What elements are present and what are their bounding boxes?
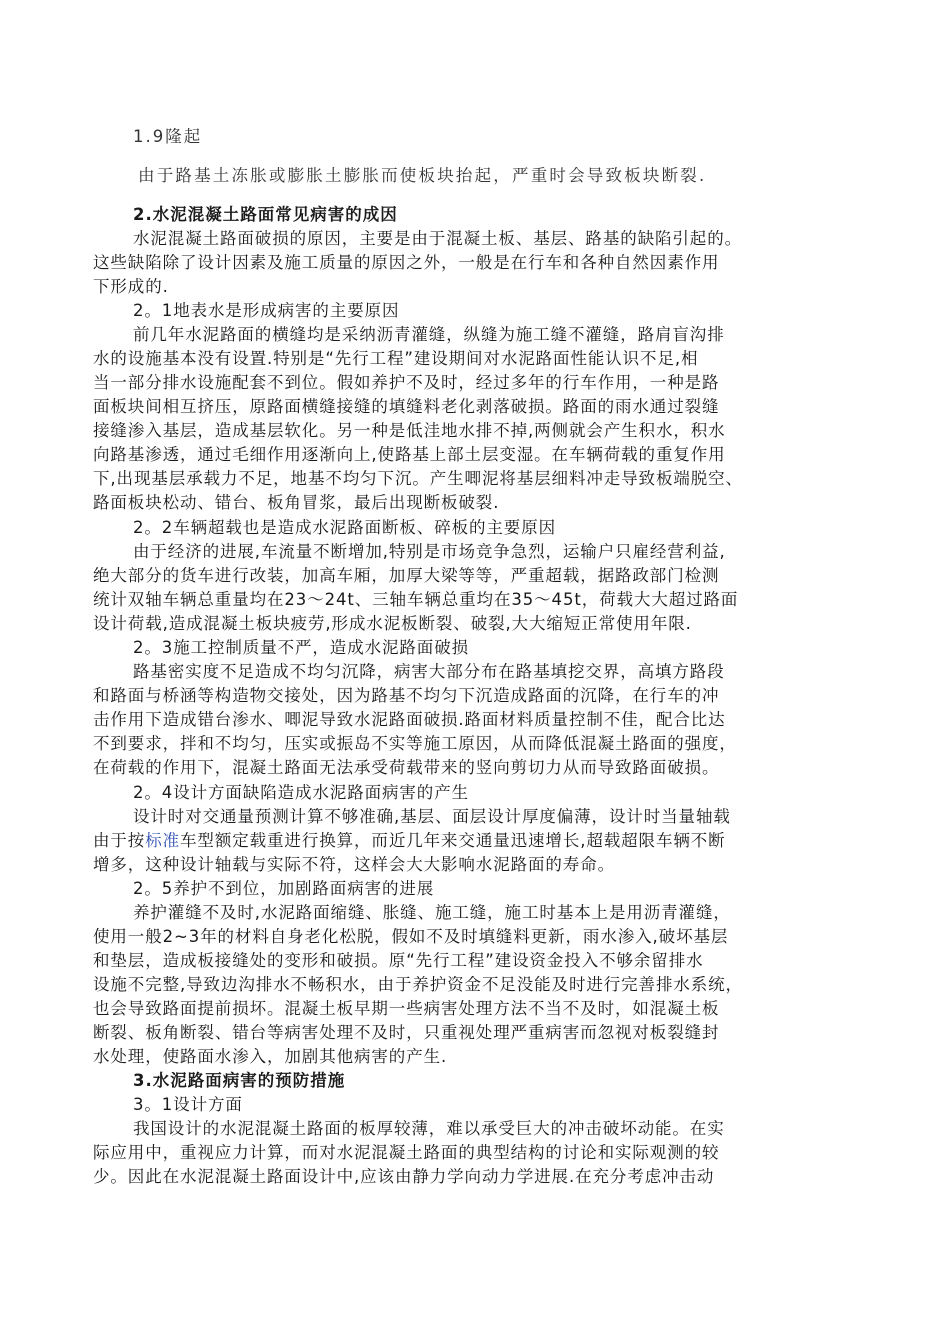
paragraph-line (93, 831, 883, 851)
paragraph-line: 水的设施基本没有设置.特别是“先行工程”建设期间对水泥路面性能认识不足,相 (93, 349, 699, 368)
paragraph-line: 击作用下造成错台渗水、唧泥导致水泥路面破损.路面材料质量控制不佳，配合比达 (93, 710, 726, 729)
paragraph-line: 下形成的. (93, 277, 169, 296)
paragraph-line: 绝大部分的货车进行改装，加高车厢，加厚大梁等等，严重超载，据路政部门检测 (93, 566, 720, 585)
paragraph-line: 设计荷载,造成混凝土板块疲劳,形成水泥板断裂、破裂,大大缩短正常使用年限. (93, 614, 692, 633)
paragraph-line: 路面板块松动、错台、板角冒浆，最后出现断板破裂. (93, 493, 500, 512)
subsection-heading-2-5: 2。5养护不到位，加剧路面病害的进展 (133, 879, 435, 898)
paragraph-line: 前几年水泥路面的横缝均是采纳沥青灌缝，纵缝为施工缝不灌缝，路肩盲沟排 (133, 325, 725, 344)
paragraph-line: 设施不完整,导致边沟排水不畅积水，由于养护资金不足没能及时进行完善排水系统， (93, 975, 743, 994)
subsection-heading-3-1: 3。1设计方面 (133, 1095, 243, 1114)
paragraph-line: 设计时对交通量预测计算不够准确,基层、面层设计厚度偏薄，设计时当量轴载 (133, 807, 731, 826)
paragraph-line: 接缝渗入基层，造成基层软化。另一种是低洼地水排不掉,两侧就会产生积水，积水 (93, 421, 726, 440)
paragraph-line: 少。因此在水泥混凝土路面设计中,应该由静力学向动力学进展.在充分考虑冲击动 (93, 1167, 715, 1186)
paragraph-line: 养护灌缝不及时,水泥路面缩缝、胀缝、施工缝，施工时基本上是用沥青灌缝， (133, 903, 731, 922)
paragraph-line: 使用一般2~3年的材料自身老化松脱，假如不及时填缝料更新，雨水渗入,破坏基层 (93, 927, 729, 946)
paragraph-line: 面板块间相互挤压，原路面横缝接缝的填缝料老化剥落破损。路面的雨水通过裂缝 (93, 397, 720, 416)
paragraph-line: 当一部分排水设施配套不到位。假如养护不及时，经过多年的行车作用，一种是路 (93, 373, 720, 392)
text-span: 车型额定载重进行换算，而近几年来交通量迅速增长,超载超限车辆不断 (180, 831, 726, 850)
paragraph-line: 下,出现基层承载力不足，地基不均匀下沉。产生唧泥将基层细料冲走导致板端脱空、 (93, 469, 743, 488)
paragraph-line: 这些缺陷除了设计因素及施工质量的原因之外，一般是在行车和各种自然因素作用 (93, 253, 720, 272)
paragraph-line: 向路基渗透，通过毛细作用逐渐向上,使路基上部土层变湿。在车辆荷载的重复作用 (93, 445, 726, 464)
paragraph-line: 统计双轴车辆总重量均在23～24t、三轴车辆总重均在35～45t，荷载大大超过路面 (93, 590, 739, 609)
paragraph-line: 由于经济的进展,车流量不断增加,特别是市场竞争急烈，运输户只雇经营利益, (133, 542, 726, 561)
paragraph-line: 和路面与桥涵等构造物交接处，因为路基不均匀下沉造成路面的沉降，在行车的冲 (93, 686, 720, 705)
paragraph-line: 水泥混凝土路面破损的原因，主要是由于混凝土板、基层、路基的缺陷引起的。 (133, 229, 742, 248)
paragraph-line: 路基密实度不足造成不均匀沉降，病害大部分布在路基填挖交界，高填方路段 (133, 662, 725, 681)
section-heading-2: 2.水泥混凝土路面常见病害的成因 (133, 205, 398, 224)
section-heading-1-9: 1.9隆起 (133, 127, 203, 146)
standard-link[interactable]: 标准 (145, 831, 181, 850)
text-span: 由于按 (93, 831, 146, 850)
section-heading-3: 3.水泥路面病害的预防措施 (133, 1071, 346, 1090)
paragraph-line: 不到要求，拌和不均匀，压实或振岛不实等施工原因，从而降低混凝土路面的强度， (93, 734, 737, 753)
subsection-heading-2-2: 2。2车辆超载也是造成水泥路面断板、碎板的主要原因 (133, 518, 556, 537)
paragraph-line: 水处理，使路面水渗入，加剧其他病害的产生. (93, 1047, 448, 1066)
paragraph-line: 和垫层，造成板接缝处的变形和破损。原“先行工程”建设资金投入不够余留排水 (93, 951, 704, 970)
paragraph-line: 断裂、板角断裂、错台等病害处理不及时，只重视处理严重病害而忽视对板裂缝封 (93, 1023, 720, 1042)
paragraph-line: 增多，这种设计轴载与实际不符，这样会大大影响水泥路面的寿命。 (93, 855, 615, 874)
subsection-heading-2-4: 2。4设计方面缺陷造成水泥路面病害的产生 (133, 783, 469, 802)
paragraph-1-9: 由于路基土冻胀或膨胀土膨胀而使板块抬起，严重时会导致板块断裂. (138, 166, 707, 185)
subsection-heading-2-3: 2。3施工控制质量不严，造成水泥路面破损 (133, 638, 469, 657)
paragraph-line: 我国设计的水泥混凝土路面的板厚较薄，难以承受巨大的冲击破坏动能。在实 (133, 1119, 725, 1138)
subsection-heading-2-1: 2。1地表水是形成病害的主要原因 (133, 301, 400, 320)
paragraph-line: 际应用中，重视应力计算，而对水泥混凝土路面的典型结构的讨论和实际观测的较 (93, 1143, 720, 1162)
paragraph-line: 在荷载的作用下，混凝土路面无法承受荷载带来的竖向剪切力从而导致路面破损。 (93, 758, 720, 777)
paragraph-line: 也会导致路面提前损坏。混凝土板早期一些病害处理方法不当不及时，如混凝土板 (93, 999, 720, 1018)
